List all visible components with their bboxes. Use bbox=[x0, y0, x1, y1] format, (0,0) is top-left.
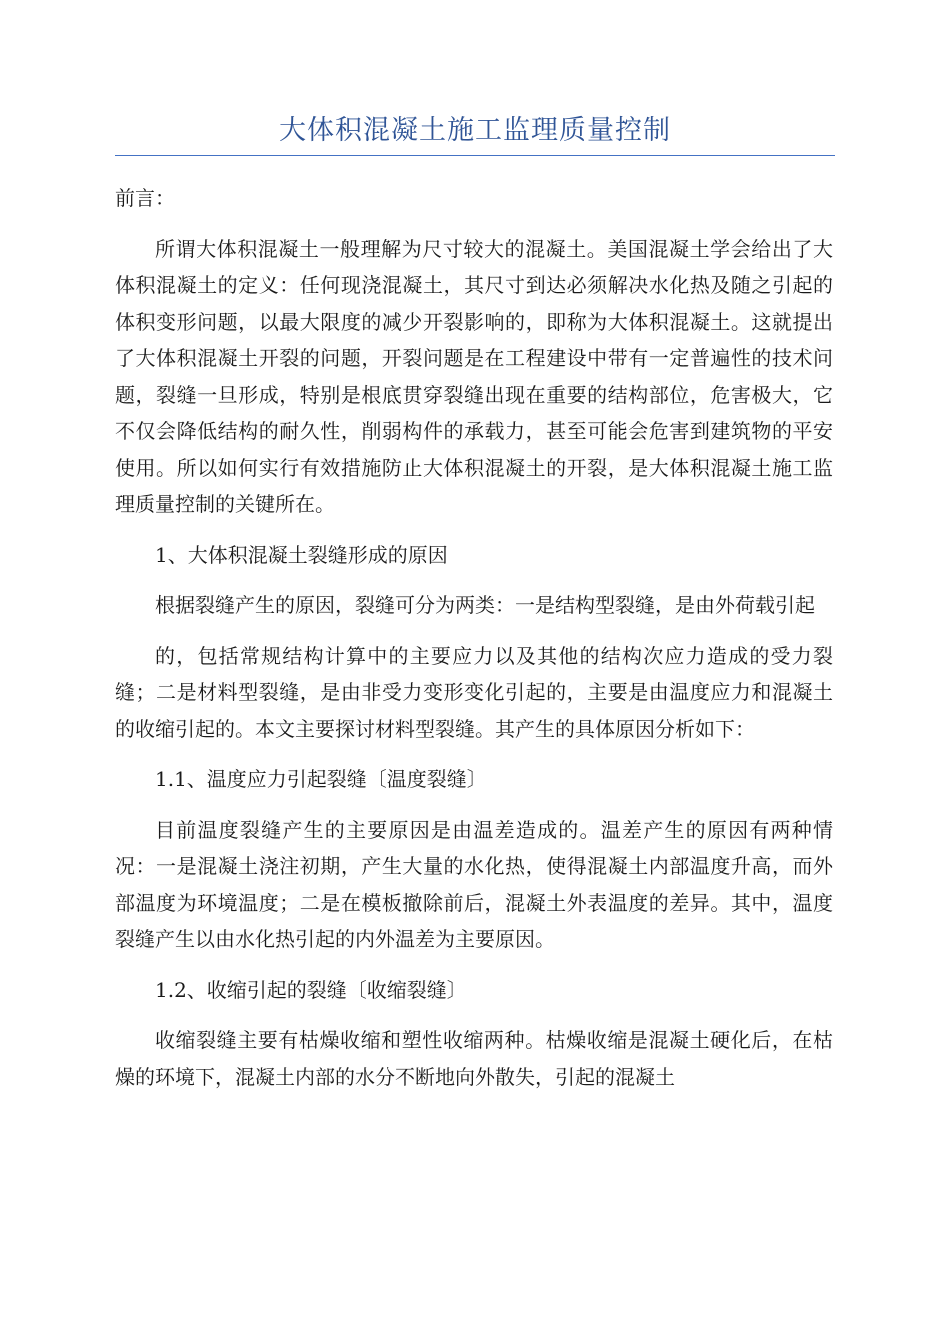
document-title: 大体积混凝土施工监理质量控制 bbox=[279, 115, 671, 146]
title-underline bbox=[115, 155, 835, 156]
paragraph-crack-types: 根据裂缝产生的原因，裂缝可分为两类：一是结构型裂缝，是由外荷载引起 bbox=[155, 593, 815, 617]
preface-paragraph: 所谓大体积混凝土一般理解为尺寸较大的混凝土。美国混凝土学会给出了大体积混凝土的定义：任何现浇混凝土，其尺寸到达必须解决水化热及随之引起的体积变形问题，以最大限度的减少开裂影响的，即称为大体积混凝土。这就提出了大体积混凝土开裂的问题，开裂问题是在工程建设中带有一定普遍性的技术问题，裂缝一旦形成，特别是根底贯穿裂缝出现在重要的结构部位，危害极大，它不仅会降低结构的耐久性，削弱构件的承载力，甚至可能会危害到建筑物的平安使用。所以如何实行有效措施防止大体积混凝土的开裂，是大体积混凝土施工监理质量控制的关键所在。 bbox=[115, 236, 833, 516]
section-heading-1-1: 1.1、温度应力引起裂缝〔温度裂缝〕 bbox=[155, 767, 487, 791]
section-heading-1: 1、大体积混凝土裂缝形成的原因 bbox=[155, 542, 448, 567]
paragraph-temperature-cracks: 目前温度裂缝产生的主要原因是由温差造成的。温差产生的原因有两种情况：一是混凝土浇注初期，产生大量的水化热，使得混凝土内部温度升高，而外部温度为环境温度；二是在模板撤除前后，混凝土外表温度的差异。其中，温度裂缝产生以由水化热引起的内外温差为主要原因。 bbox=[115, 817, 833, 951]
paragraph-crack-types-cont: 的，包括常规结构计算中的主要应力以及其他的结构次应力造成的受力裂缝；二是材料型裂缝，是由非受力变形变化引起的，主要是由温度应力和混凝土的收缩引起的。本文主要探讨材料型裂缝。其产生的具体原因分析如下： bbox=[115, 643, 833, 741]
paragraph-shrinkage-cracks: 收缩裂缝主要有枯燥收缩和塑性收缩两种。枯燥收缩是混凝土硬化后，在枯燥的环境下，混凝土内部的水分不断地向外散失，引起的混凝土 bbox=[115, 1028, 833, 1089]
section-heading-1-2: 1.2、收缩引起的裂缝〔收缩裂缝〕 bbox=[155, 977, 467, 1002]
preface-label: 前言： bbox=[115, 186, 175, 210]
document-body bbox=[115, 180, 833, 1109]
